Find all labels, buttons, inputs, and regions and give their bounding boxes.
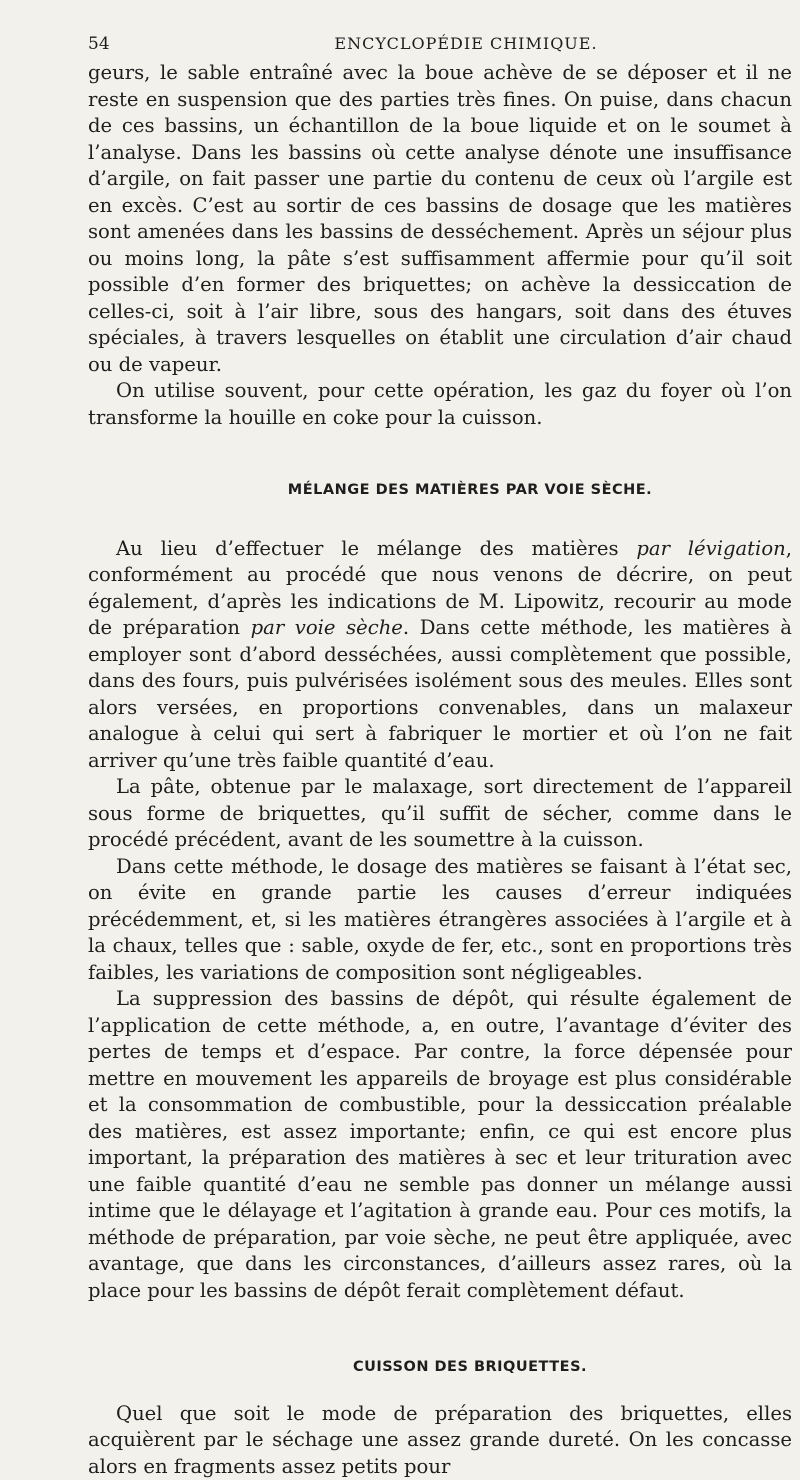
- italic-term: par lévigation: [636, 537, 785, 560]
- running-title: ENCYCLOPÉDIE CHIMIQUE.: [88, 34, 784, 53]
- section-heading: MÉLANGE DES MATIÈRES PAR VOIE SÈCHE.: [88, 477, 792, 504]
- paragraph: Quel que soit le mode de préparation des briquettes, elles acquièrent par le séchage une assez grande dureté. On les concasse alors en fragments assez petits pour: [88, 1401, 792, 1480]
- italic-term: par voie sèche: [251, 616, 403, 639]
- running-header: [88, 34, 784, 58]
- paragraph: Au lieu d’effectuer le mélange des matières par lévigation, conformément au procédé que nous venons de décrire, on peut également, d’après les indications de M. Lipowitz, recourir au mode de préparation par voie sèche. Dans cette méthode, les matières à employer sont d’abord desséchées, aussi complètement que possible, dans des fours, puis pulvérisées isolément sous des meules. Elles sont alors versées, en proportions convenables, dans un malaxeur analogue à celui qui sert à fabriquer le mortier et où l’on ne fait arriver qu’une très faible quantité d’eau.: [88, 536, 792, 775]
- paragraph: geurs, le sable entraîné avec la boue achève de se déposer et il ne reste en suspension que des parties très fines. On puise, dans chacun de ces bassins, un échantillon de la boue liquide et on le soumet à l’analyse. Dans les bassins où cette analyse dénote une insuffisance d’argile, on fait passer une partie du contenu de ceux où l’argile est en excès. C’est au sortir de ces bassins de dosage que les matières sont amenées dans les bassins de desséchement. Après un séjour plus ou moins long, la pâte s’est suffisamment affermie pour qu’il soit possible d’en former des briquettes; on achève la dessiccation de celles-ci, soit à l’air libre, sous des hangars, soit dans des étuves spéciales, à travers lesquelles on établit une circulation d’air chaud ou de vapeur.: [88, 60, 792, 378]
- section-heading: CUISSON DES BRIQUETTES.: [88, 1354, 792, 1381]
- paragraph: La pâte, obtenue par le malaxage, sort directement de l’appareil sous forme de briquettes, qu’il suffit de sécher, comme dans le procédé précédent, avant de les soumettre à la cuisson.: [88, 774, 792, 854]
- paragraph: Dans cette méthode, le dosage des matières se faisant à l’état sec, on évite en grande partie les causes d’erreur indiquées précédemment, et, si les matières étrangères associées à l’argile et à la chaux, telles que : sable, oxyde de fer, etc., sont en proportions très faibles, les variations de composition sont négligeables.: [88, 854, 792, 987]
- body-text: [88, 60, 792, 1480]
- paragraph: On utilise souvent, pour cette opération, les gaz du foyer où l’on transforme la houille en coke pour la cuisson.: [88, 378, 792, 431]
- paragraph: La suppression des bassins de dépôt, qui résulte également de l’application de cette méthode, a, en outre, l’avantage d’éviter des pertes de temps et d’espace. Par contre, la force dépensée pour mettre en mouvement les appareils de broyage est plus considérable et la consommation de combustible, pour la dessiccation préalable des matières, est assez importante; enfin, ce qui est encore plus important, la préparation des matières à sec et leur trituration avec une faible quantité d’eau ne semble pas donner un mélange aussi intime que le délayage et l’agitation à grande eau. Pour ces motifs, la méthode de préparation, par voie sèche, ne peut être appliquée, avec avantage, que dans les circonstances, d’ailleurs assez rares, où la place pour les bassins de dépôt ferait complètement défaut.: [88, 986, 792, 1304]
- page-number: 54: [88, 34, 110, 54]
